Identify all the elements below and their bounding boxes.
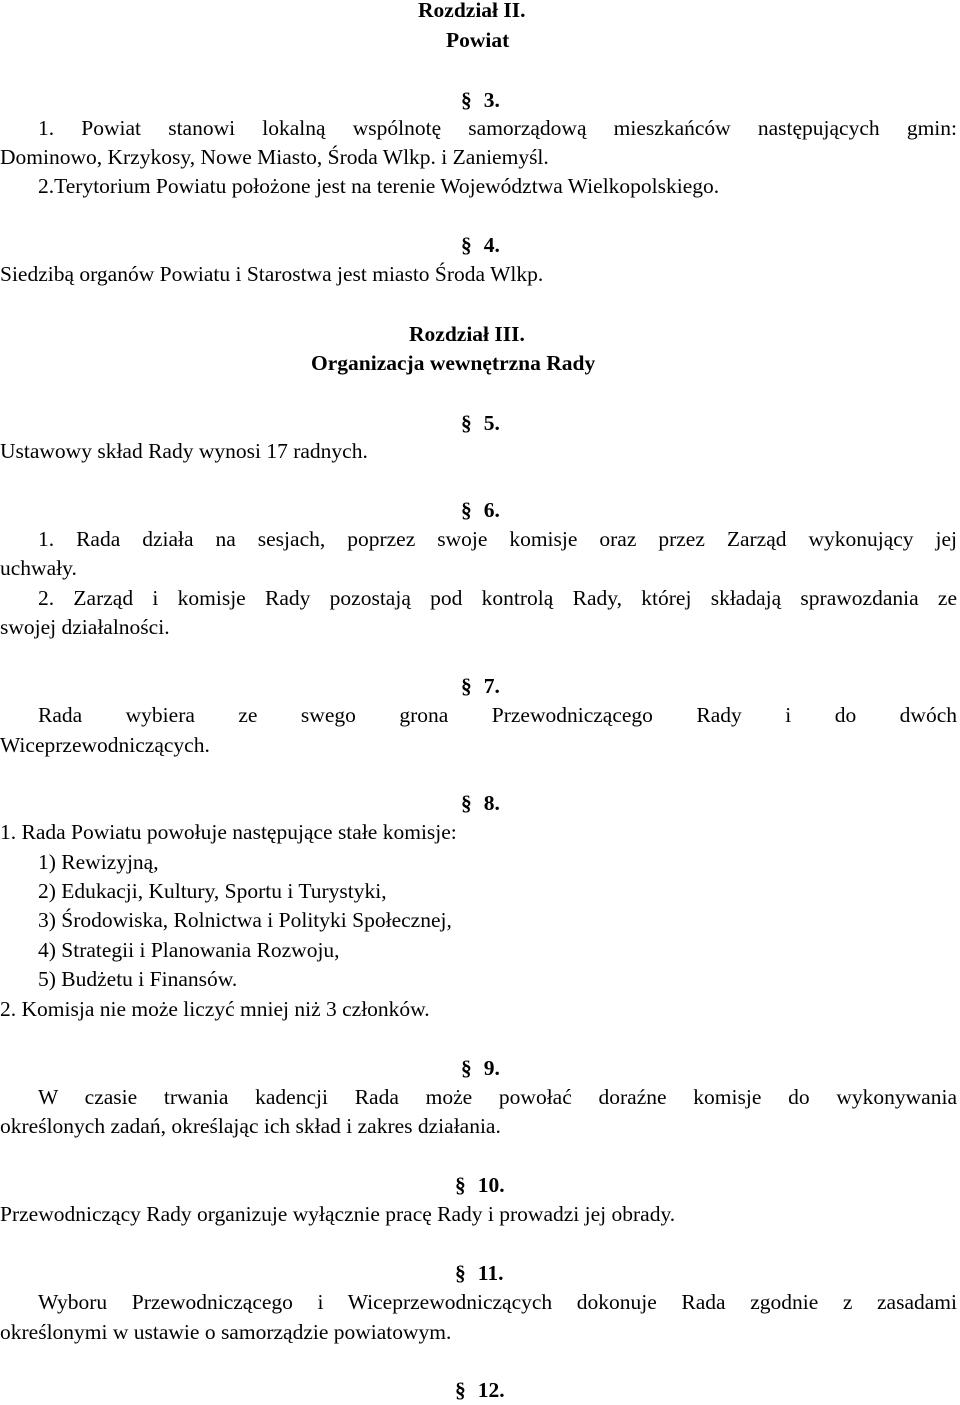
chapter-2-title: Rozdział II. bbox=[418, 0, 526, 22]
committee-list-item: 5) Budżetu i Finansów. bbox=[38, 967, 238, 991]
section-8-heading bbox=[461, 789, 500, 818]
section-number: 12. bbox=[477, 1378, 505, 1402]
section-sign: § bbox=[455, 1173, 466, 1197]
section-11-line-1: Wyboru Przewodniczącego i Wiceprzewodniczących dokonuje Rada zgodnie z zasadami bbox=[38, 1290, 957, 1314]
section-3-heading bbox=[461, 86, 500, 115]
chapter-3-subtitle: Organizacja wewnętrzna Rady bbox=[311, 351, 596, 375]
committee-list-item: 1) Rewizyjną, bbox=[38, 850, 159, 874]
section-10-text: Przewodniczący Rady organizuje wyłącznie pracę Rady i prowadzi jej obrady. bbox=[0, 1202, 676, 1226]
section-6-paragraph-1-line-1: 1. Rada działa na sesjach, poprzez swoje komisje oraz przez Zarząd wykonujący jej bbox=[38, 527, 957, 551]
section-3-paragraph-2: 2.Terytorium Powiatu położone jest na terenie Województwa Wielkopolskiego. bbox=[38, 174, 720, 198]
section-5-text: Ustawowy skład Rady wynosi 17 radnych. bbox=[0, 439, 368, 463]
section-4-heading bbox=[461, 231, 500, 260]
section-number: 7. bbox=[483, 674, 500, 698]
section-number: 8. bbox=[483, 791, 500, 815]
section-number: 3. bbox=[483, 88, 500, 112]
chapter-2-subtitle: Powiat bbox=[446, 28, 510, 52]
section-3-paragraph-1-line-1: 1. Powiat stanowi lokalną wspólnotę samorządową mieszkańców następujących gmin: bbox=[38, 116, 957, 140]
section-5-heading bbox=[461, 409, 500, 438]
section-sign: § bbox=[455, 1378, 466, 1402]
section-sign: § bbox=[455, 1261, 466, 1285]
section-6-paragraph-1-line-2: uchwały. bbox=[0, 556, 77, 580]
committee-list-item: 3) Środowiska, Rolnictwa i Polityki Społecznej, bbox=[38, 908, 452, 932]
section-9-line-1: W czasie trwania kadencji Rada może powołać doraźne komisje do wykonywania bbox=[38, 1085, 957, 1109]
section-number: 4. bbox=[483, 233, 500, 257]
section-sign: § bbox=[461, 411, 472, 435]
section-number: 9. bbox=[483, 1056, 500, 1080]
section-number: 10. bbox=[477, 1173, 505, 1197]
section-number: 6. bbox=[483, 498, 500, 522]
section-3-paragraph-1-line-2: Dominowo, Krzykosy, Nowe Miasto, Środa Wlkp. i Zaniemyśl. bbox=[0, 145, 549, 169]
section-4-text: Siedzibą organów Powiatu i Starostwa jest miasto Środa Wlkp. bbox=[0, 262, 544, 286]
section-number: 5. bbox=[483, 411, 500, 435]
section-7-line-1: Rada wybiera ze swego grona Przewodniczącego Rady i do dwóch bbox=[38, 703, 957, 727]
section-9-heading bbox=[461, 1054, 500, 1083]
committee-list-item: 4) Strategii i Planowania Rozwoju, bbox=[38, 938, 340, 962]
chapter-3-title: Rozdział III. bbox=[409, 322, 525, 346]
section-11-heading bbox=[455, 1259, 503, 1288]
section-6-heading bbox=[461, 496, 500, 525]
section-8-paragraph-1: 1. Rada Powiatu powołuje następujące stałe komisje: bbox=[0, 820, 457, 844]
section-9-line-2: określonych zadań, określając ich skład i zakres działania. bbox=[0, 1114, 501, 1138]
section-10-heading bbox=[455, 1171, 505, 1200]
section-number: 11. bbox=[477, 1261, 504, 1285]
section-sign: § bbox=[461, 674, 472, 698]
section-7-heading bbox=[461, 672, 500, 701]
section-6-paragraph-2-line-1: 2. Zarząd i komisje Rady pozostają pod kontrolą Rady, której składają sprawozdania ze bbox=[38, 586, 957, 610]
section-sign: § bbox=[461, 498, 472, 522]
section-11-line-2: określonymi w ustawie o samorządzie powiatowym. bbox=[0, 1320, 452, 1344]
section-7-line-2: Wiceprzewodniczących. bbox=[0, 733, 210, 757]
section-12-heading bbox=[455, 1376, 505, 1405]
section-6-paragraph-2-line-2: swojej działalności. bbox=[0, 615, 170, 639]
section-sign: § bbox=[461, 233, 472, 257]
committee-list-item: 2) Edukacji, Kultury, Sportu i Turystyki, bbox=[38, 879, 387, 903]
section-sign: § bbox=[461, 1056, 472, 1080]
section-8-paragraph-2: 2. Komisja nie może liczyć mniej niż 3 członków. bbox=[0, 997, 430, 1021]
section-sign: § bbox=[461, 88, 472, 112]
section-sign: § bbox=[461, 791, 472, 815]
